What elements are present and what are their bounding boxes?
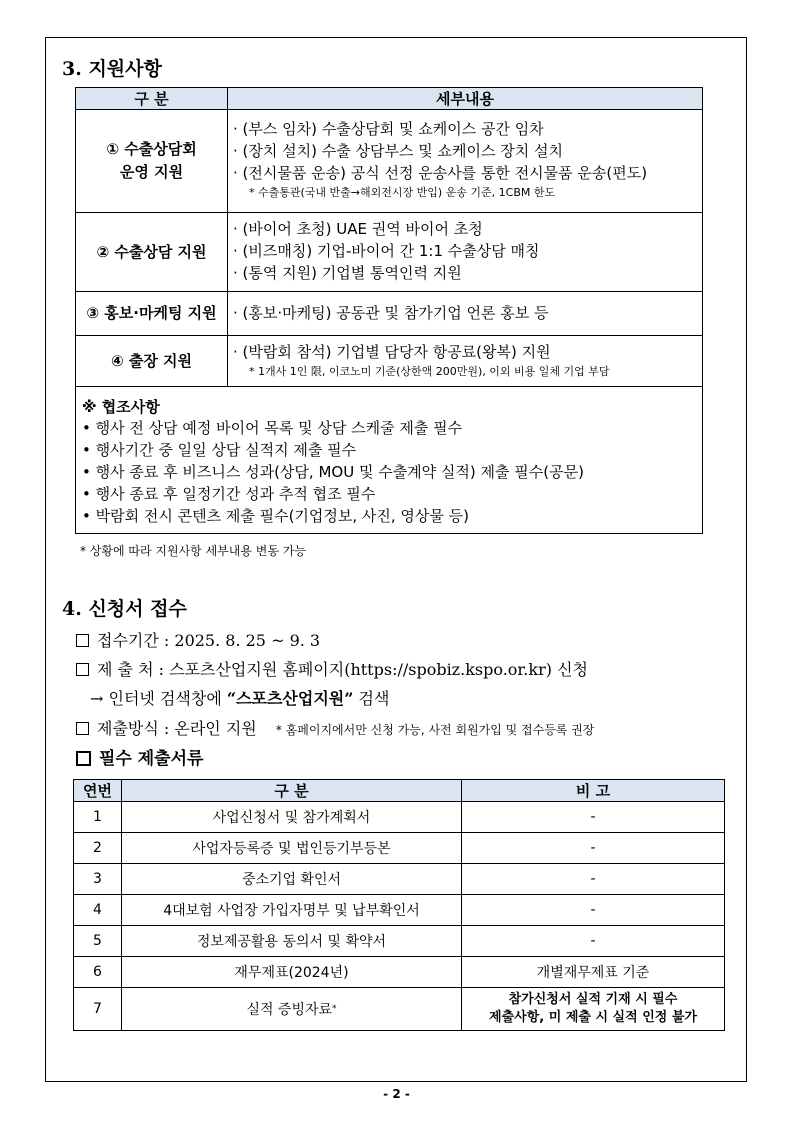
doc-row-note: -: [461, 894, 725, 926]
doc-row-note: -: [461, 832, 725, 864]
label-line: ③ 홍보·마케팅 지원: [86, 304, 217, 322]
checkbox-icon: [76, 722, 89, 735]
support-table-header-category: 구 분: [75, 87, 228, 110]
checkbox-icon: [76, 751, 91, 766]
cooperation-item: • 박람회 전시 콘텐츠 제출 필수(기업정보, 사진, 영상물 등): [82, 507, 470, 525]
support-row-details: [227, 212, 703, 292]
support-table-header-details: 세부내용: [227, 87, 703, 110]
doc-row-note: [461, 987, 725, 1031]
doc-name-text: 실적 증빙자료: [246, 1002, 333, 1018]
method-text: 제출방식 : 온라인 지원: [97, 719, 257, 738]
label-line: ① 수출상담회: [106, 140, 197, 158]
required-docs-title: 필수 제출서류: [99, 749, 204, 769]
doc-row-name: 사업신청서 및 참가계획서: [121, 801, 462, 833]
docs-header-name: 구 분: [121, 779, 462, 802]
search-keyword: “스포츠산업지원”: [226, 689, 354, 708]
doc-row-note: -: [461, 925, 725, 957]
search-suffix: 검색: [353, 689, 390, 708]
doc-row-no: 4: [73, 894, 122, 926]
page-number: - 2 -: [383, 1087, 410, 1101]
period-text: 접수기간 : 2025. 8. 25 ~ 9. 3: [97, 631, 321, 650]
support-row-details: [227, 109, 703, 213]
search-guide-line: [90, 686, 389, 709]
section3-title: 3. 지원사항: [62, 58, 162, 80]
doc-row-note: -: [461, 801, 725, 833]
doc-row-name: [121, 987, 462, 1031]
doc-row-name: 사업자등록증 및 법인등기부등본: [121, 832, 462, 864]
detail-item: · (부스 임차) 수출상담회 및 쇼케이스 공간 임차: [233, 120, 544, 138]
support-row-details: [227, 291, 703, 336]
detail-item: · (바이어 초청) UAE 권역 바이어 초청: [233, 220, 483, 238]
detail-item: · (박람회 참석) 기업별 담당자 항공료(왕복) 지원: [233, 343, 551, 361]
checkbox-icon: [76, 634, 89, 647]
cooperation-item: • 행사 전 상담 예정 바이어 목록 및 상담 스케줄 제출 필수: [82, 419, 463, 437]
support-row-label: [75, 335, 228, 387]
detail-item: · (홍보·마케팅) 공동관 및 참가기업 언론 홍보 등: [233, 304, 549, 322]
support-row-label: [75, 109, 228, 213]
cooperation-title: ※ 협조사항: [82, 398, 160, 416]
docs-header-note: 비 고: [461, 779, 725, 802]
detail-item: · (장치 설치) 수출 상담부스 및 쇼케이스 장치 설치: [233, 142, 563, 160]
docs-header-no: 연번: [73, 779, 122, 802]
search-prefix: → 인터넷 검색창에: [90, 689, 227, 708]
support-row-label: [75, 291, 228, 336]
support-row-label: [75, 212, 228, 292]
doc-row-note: -: [461, 863, 725, 895]
doc-row-no: 3: [73, 863, 122, 895]
method-line: [76, 716, 594, 739]
doc-note-line: 참가신청서 실적 기재 시 필수: [508, 992, 678, 1007]
detail-item: · (전시물품 운송) 공식 선정 운송사를 통한 전시물품 운송(편도): [233, 164, 648, 182]
cooperation-item: • 행사 종료 후 일정기간 성과 추적 협조 필수: [82, 485, 376, 503]
doc-row-name: 4대보험 사업장 가입자명부 및 납부확인서: [121, 894, 462, 926]
detail-item: · (비즈매칭) 기업-바이어 간 1:1 수출상담 매칭: [233, 242, 540, 260]
checkbox-icon: [76, 663, 89, 676]
support-row-details: [227, 335, 703, 387]
doc-row-name: 재무제표(2024년): [121, 956, 462, 988]
cooperation-item: • 행사 종료 후 비즈니스 성과(상담, MOU 및 수출계약 실적) 제출 필수(공문): [82, 463, 584, 481]
support-footnote: * 상황에 따라 지원사항 세부내용 변동 가능: [80, 544, 306, 558]
doc-row-no: 6: [73, 956, 122, 988]
doc-row-no: 5: [73, 925, 122, 957]
doc-note-line: 제출사항, 미 제출 시 실적 인정 불가: [489, 1010, 697, 1025]
label-line: 운영 지원: [119, 163, 184, 181]
detail-item: · (통역 지원) 기업별 통역인력 지원: [233, 264, 462, 282]
cooperation-box: [75, 386, 703, 534]
required-docs-heading: [76, 744, 203, 769]
label-line: ② 수출상담 지원: [96, 242, 207, 261]
label-line: ④ 출장 지원: [110, 351, 193, 370]
submit-to-line: [76, 657, 588, 680]
period-line: [76, 628, 320, 651]
detail-note: * 수출통관(국내 반출→해외전시장 반입) 운송 기준, 1CBM 한도: [249, 186, 556, 199]
submit-to-text: 제 출 처 : 스포츠산업지원 홈페이지(https://spobiz.kspo.or.kr) 신청: [97, 660, 588, 679]
detail-note: * 1개사 1인 限, 이코노미 기준(상한액 200만원), 이외 비용 일체 기업 부담: [249, 365, 610, 378]
doc-row-note: 개별재무제표 기준: [461, 956, 725, 988]
doc-row-no: 1: [73, 801, 122, 833]
method-note: * 홈페이지에서만 신청 가능, 사전 회원가입 및 접수등록 권장: [275, 723, 595, 737]
cooperation-item: • 행사기간 중 일일 상담 실적지 제출 필수: [82, 441, 357, 459]
doc-row-name: 정보제공활용 동의서 및 확약서: [121, 925, 462, 957]
doc-row-no: 7: [73, 987, 122, 1031]
section4-title: 4. 신청서 접수: [62, 598, 187, 620]
doc-name-sup: *: [332, 1004, 337, 1014]
doc-row-no: 2: [73, 832, 122, 864]
doc-row-name: 중소기업 확인서: [121, 863, 462, 895]
